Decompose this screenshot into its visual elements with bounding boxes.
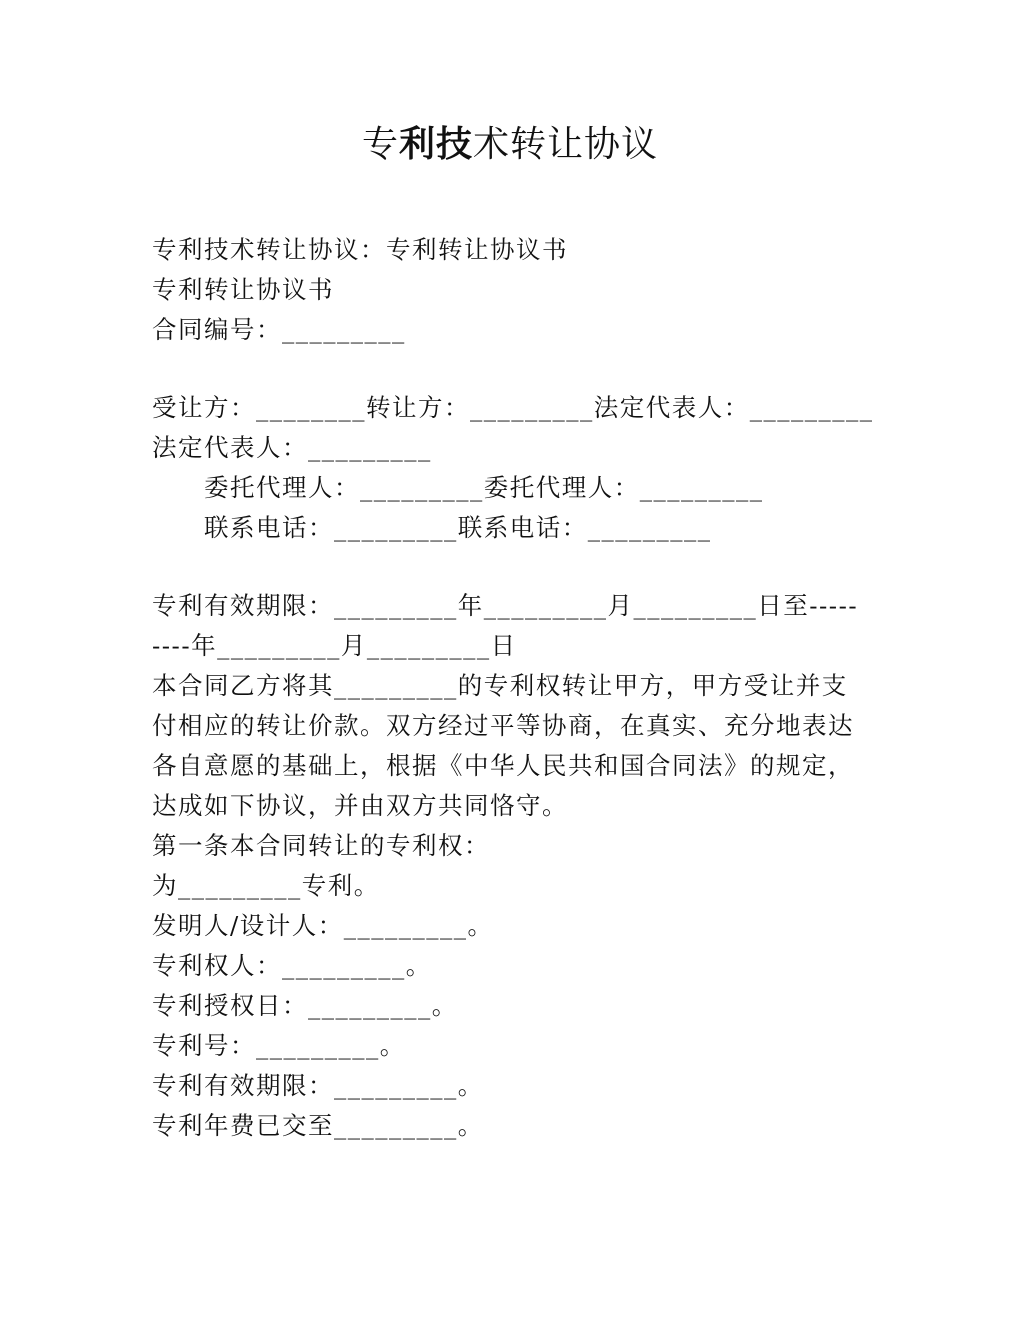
agreement-heading: 专利转让协议书	[152, 275, 334, 304]
authorized-agents: 委托代理人：_________委托代理人：_________	[204, 473, 764, 502]
contact-phones: 联系电话：_________联系电话：_________	[204, 513, 712, 542]
grant-date: 专利授权日：_________。	[152, 991, 458, 1020]
document-title	[0, 118, 1020, 171]
document-body	[152, 230, 872, 1146]
spacer	[152, 350, 872, 388]
article-1-heading: 第一条本合同转让的专利权：	[152, 831, 490, 860]
patent-term: 专利有效期限：_________。	[152, 1071, 484, 1100]
title-part-2: 利技	[398, 123, 473, 165]
preamble-line-1: 本合同乙方将其_________的专利权转让甲方，甲方受让并支	[152, 671, 848, 700]
patent-validity-period: 专利有效期限：_________年_________月_________日至-----	[152, 591, 859, 620]
patent-number: 专利号：_________。	[152, 1031, 406, 1060]
preamble-line-3: 各自意愿的基础上，根据《中华人民共和国合同法》的规定，	[152, 751, 854, 780]
patent-validity-period-cont: ----年_________月_________日	[152, 631, 517, 660]
patentee: 专利权人：_________。	[152, 951, 432, 980]
annual-fee-paid: 专利年费已交至_________。	[152, 1111, 484, 1140]
contract-number: 合同编号：_________	[152, 315, 406, 344]
preamble-line-2: 付相应的转让价款。双方经过平等协商，在真实、充分地表达	[152, 711, 854, 740]
legal-representative: 法定代表人：_________	[152, 433, 432, 462]
parties-line: 受让方：________转让方：_________法定代表人：_________	[152, 393, 874, 422]
title-part-1: 专	[361, 124, 399, 165]
agreement-subtitle: 专利技术转让协议：专利转让协议书	[152, 235, 568, 264]
patent-type: 为_________专利。	[152, 871, 380, 900]
inventor: 发明人/设计人：_________。	[152, 911, 494, 940]
spacer	[152, 548, 872, 586]
title-part-3: 术转让协议	[473, 124, 659, 165]
preamble-line-4: 达成如下协议，并由双方共同恪守。	[152, 791, 568, 820]
